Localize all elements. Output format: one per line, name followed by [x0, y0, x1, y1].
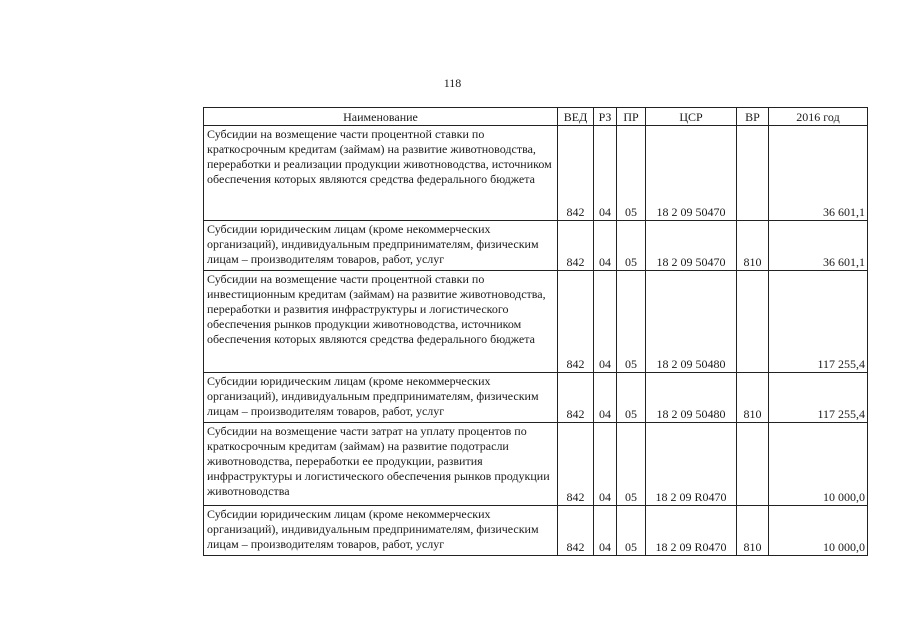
row-ved: 842: [558, 423, 594, 506]
row-vr: 810: [737, 373, 769, 423]
row-csr: 18 2 09 R0470: [646, 506, 737, 556]
row-vr: 810: [737, 221, 769, 271]
row-pr: 05: [617, 126, 646, 221]
row-rz: 04: [594, 506, 617, 556]
row-amount: 10 000,0: [769, 423, 868, 506]
budget-table: [203, 107, 868, 556]
page-number: 118: [443, 76, 462, 90]
table-row: [204, 271, 868, 373]
row-ved: 842: [558, 506, 594, 556]
row-amount: 36 601,1: [769, 221, 868, 271]
row-ved: 842: [558, 373, 594, 423]
row-name: Субсидии юридическим лицам (кроме некоммерческих организаций), индивидуальным предпринимателям, физическим лицам – производителям товаров, работ, услуг: [204, 221, 558, 271]
row-csr: 18 2 09 50480: [646, 271, 737, 373]
row-vr: [737, 126, 769, 221]
row-amount: 117 255,4: [769, 271, 868, 373]
row-ved: 842: [558, 221, 594, 271]
table-row: [204, 506, 868, 556]
row-name: Субсидии на возмещение части затрат на уплату процентов по краткосрочным кредитам (займам) на развитие подотрасли животноводства, переработки ее продукции, развития инфраструктуры и логистического обеспечения рынков продукции животноводства: [204, 423, 558, 506]
row-rz: 04: [594, 221, 617, 271]
table-row: [204, 221, 868, 271]
row-ved: 842: [558, 126, 594, 221]
row-pr: 05: [617, 221, 646, 271]
header-rz: РЗ: [594, 108, 617, 126]
row-name: Субсидии на возмещение части процентной ставки по краткосрочным кредитам (займам) на развитие животноводства, переработки и реализации продукции животноводства, источником обеспечения которых являются средства федерального бюджета: [204, 126, 558, 221]
row-pr: 05: [617, 271, 646, 373]
table-row: [204, 373, 868, 423]
row-amount: 117 255,4: [769, 373, 868, 423]
row-amount: 36 601,1: [769, 126, 868, 221]
header-vr: ВР: [737, 108, 769, 126]
row-pr: 05: [617, 373, 646, 423]
header-year: 2016 год: [769, 108, 868, 126]
row-name: Субсидии на возмещение части процентной ставки по инвестиционным кредитам (займам) на развитие животноводства, переработки и развития инфраструктуры и логистического обеспечения рынков продукции животноводства, источником обеспечения которых являются средства федерального бюджета: [204, 271, 558, 373]
row-csr: 18 2 09 50480: [646, 373, 737, 423]
header-ved: ВЕД: [558, 108, 594, 126]
header-pr: ПР: [617, 108, 646, 126]
row-vr: [737, 423, 769, 506]
row-csr: 18 2 09 50470: [646, 221, 737, 271]
row-csr: 18 2 09 50470: [646, 126, 737, 221]
row-name: Субсидии юридическим лицам (кроме некоммерческих организаций), индивидуальным предпринимателям, физическим лицам – производителям товаров, работ, услуг: [204, 506, 558, 556]
header-name: Наименование: [204, 108, 558, 126]
row-rz: 04: [594, 126, 617, 221]
row-amount: 10 000,0: [769, 506, 868, 556]
row-ved: 842: [558, 271, 594, 373]
row-vr: 810: [737, 506, 769, 556]
table-row: [204, 126, 868, 221]
row-pr: 05: [617, 423, 646, 506]
row-pr: 05: [617, 506, 646, 556]
header-csr: ЦСР: [646, 108, 737, 126]
row-name: Субсидии юридическим лицам (кроме некоммерческих организаций), индивидуальным предпринимателям, физическим лицам – производителям товаров, работ, услуг: [204, 373, 558, 423]
table-header-row: [204, 108, 868, 126]
row-csr: 18 2 09 R0470: [646, 423, 737, 506]
row-rz: 04: [594, 373, 617, 423]
row-rz: 04: [594, 271, 617, 373]
row-rz: 04: [594, 423, 617, 506]
table-row: [204, 423, 868, 506]
row-vr: [737, 271, 769, 373]
